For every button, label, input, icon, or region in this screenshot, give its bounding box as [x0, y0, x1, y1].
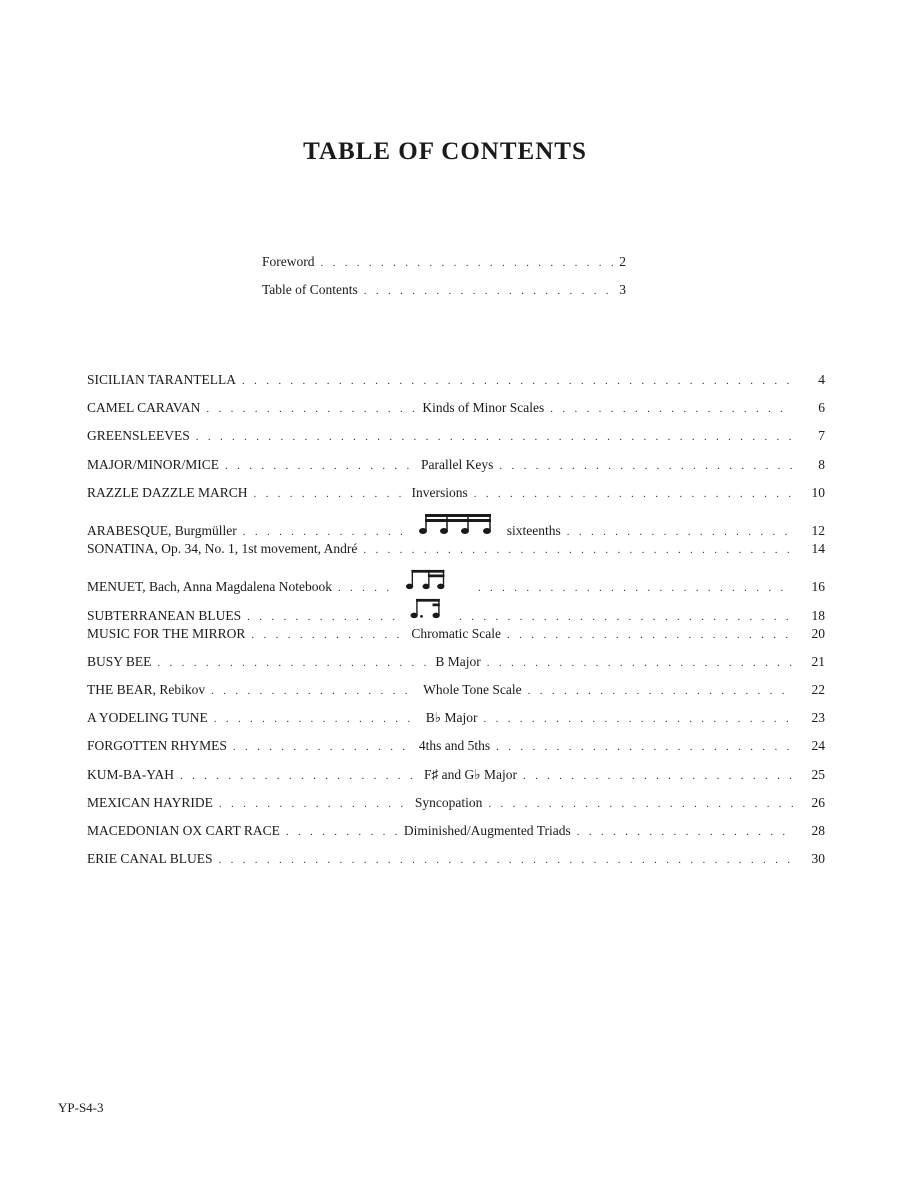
dot-leader — [180, 770, 418, 782]
dot-leader — [550, 403, 793, 415]
toc-entry — [87, 710, 825, 738]
dot-leader — [286, 826, 398, 838]
piece-title: THE BEAR, Rebikov — [87, 682, 206, 698]
dot-leader — [484, 713, 794, 725]
topic: Diminished/Augmented Triads — [403, 823, 571, 838]
dot-leader — [219, 854, 794, 866]
dot-leader — [474, 488, 793, 500]
dot-leader — [363, 544, 793, 556]
dot-leader — [214, 713, 420, 725]
front-matter-item — [262, 254, 626, 282]
dot-leader — [233, 741, 413, 753]
page-number: 23 — [811, 710, 825, 726]
page-number: 10 — [811, 484, 825, 500]
page-number: 4 — [818, 372, 825, 387]
dot-leader — [251, 629, 405, 641]
front-matter-page: 2 — [619, 254, 626, 269]
toc-entry — [87, 767, 825, 795]
page-number: 6 — [818, 400, 825, 416]
dot-leader — [528, 685, 793, 697]
page-number: 21 — [811, 653, 825, 669]
front-matter-label: Table of Contents — [262, 282, 358, 297]
toc-entry — [87, 541, 825, 569]
topic: Parallel Keys — [421, 456, 494, 472]
dot-leader — [157, 657, 429, 669]
toc-entry — [87, 598, 825, 626]
piece-title: BUSY BEE — [87, 653, 152, 669]
topic: 4ths and 5ths — [418, 738, 491, 754]
piece-title: SUBTERRANEAN BLUES — [87, 607, 242, 623]
page-number: 24 — [811, 738, 825, 754]
toc-entry — [87, 485, 825, 513]
piece-title: MEXICAN HAYRIDE — [87, 794, 213, 810]
piece-title: CAMEL CARAVAN — [87, 400, 201, 416]
piece-title: SICILIAN TARANTELLA — [87, 372, 237, 387]
topic: Whole Tone Scale — [423, 682, 522, 698]
dot-leader — [487, 657, 793, 669]
toc-entry — [87, 400, 825, 428]
front-matter-label: Foreword — [262, 254, 315, 269]
piece-title: KUM-BA-YAH — [87, 766, 174, 782]
page-number: 26 — [811, 794, 825, 810]
dot-leader — [567, 526, 793, 538]
topic: B Major — [435, 653, 481, 669]
topic: F♯ and G♭ Major — [424, 766, 517, 782]
toc-list — [87, 372, 825, 879]
dotted-eighth-sixteenth-icon — [409, 598, 445, 620]
dot-leader — [242, 375, 793, 387]
front-matter-list — [262, 254, 626, 310]
page-number: 22 — [811, 682, 825, 698]
page-number: 30 — [811, 851, 825, 867]
piece-title: ERIE CANAL BLUES — [87, 851, 213, 867]
dot-leader — [243, 526, 413, 538]
topic: sixteenths — [506, 522, 561, 538]
topic: B♭ Major — [425, 710, 478, 726]
toc-entry — [87, 654, 825, 682]
publisher-code: YP-S4-3 — [58, 1100, 104, 1115]
dot-leader — [206, 403, 416, 415]
four-beamed-sixteenths-icon — [419, 513, 497, 535]
piece-title: ARABESQUE, Burgmüller — [87, 522, 237, 538]
piece-title: MACEDONIAN OX CART RACE — [87, 823, 280, 838]
toc-entry — [87, 513, 825, 541]
page-number: 25 — [811, 766, 825, 782]
dot-leader — [478, 582, 793, 594]
dot-leader — [219, 798, 409, 810]
dot-leader — [577, 826, 793, 838]
toc-entry — [87, 626, 825, 654]
front-matter-page: 3 — [619, 282, 626, 297]
dot-leader — [499, 460, 793, 472]
dot-leader — [247, 611, 403, 623]
dot-leader — [459, 611, 793, 623]
dot-leader — [338, 582, 398, 594]
dot-leader — [364, 285, 613, 297]
topic: Kinds of Minor Scales — [422, 400, 545, 416]
page-number: 7 — [818, 428, 825, 444]
piece-title: MENUET, Bach, Anna Magdalena Notebook — [87, 579, 332, 595]
toc-entry — [87, 569, 825, 597]
toc-entry — [87, 738, 825, 766]
page-number: 16 — [811, 579, 825, 595]
toc-entry — [87, 372, 825, 400]
page-number: 8 — [818, 456, 825, 472]
piece-title: MUSIC FOR THE MIRROR — [87, 625, 246, 641]
piece-title: SONATINA, Op. 34, No. 1, 1st movement, André — [87, 541, 358, 557]
toc-entry — [87, 682, 825, 710]
page-number: 28 — [811, 823, 825, 838]
dot-leader — [496, 741, 793, 753]
dot-leader — [196, 431, 793, 443]
piece-title: GREENSLEEVES — [87, 428, 190, 444]
page-title: TABLE OF CONTENTS — [303, 138, 587, 165]
toc-entry — [87, 851, 825, 879]
piece-title: A YODELING TUNE — [87, 710, 208, 726]
eighth-two-sixteenths-icon — [404, 569, 450, 591]
toc-entry — [87, 457, 825, 485]
dot-leader — [507, 629, 793, 641]
dot-leader — [211, 685, 417, 697]
dot-leader — [321, 257, 614, 269]
dot-leader — [523, 770, 793, 782]
page-number: 18 — [811, 607, 825, 623]
toc-entry — [87, 428, 825, 456]
toc-entry — [87, 795, 825, 823]
topic: Inversions — [411, 484, 468, 500]
topic: Chromatic Scale — [411, 625, 502, 641]
page-number: 12 — [811, 522, 825, 538]
page-number: 20 — [811, 625, 825, 641]
piece-title: FORGOTTEN RHYMES — [87, 738, 227, 754]
page-number: 14 — [811, 541, 825, 557]
dot-leader — [488, 798, 793, 810]
front-matter-item — [262, 282, 626, 310]
dot-leader — [225, 460, 415, 472]
toc-entry — [87, 823, 825, 851]
dot-leader — [253, 488, 405, 500]
piece-title: RAZZLE DAZZLE MARCH — [87, 484, 248, 500]
topic: Syncopation — [414, 794, 483, 810]
piece-title: MAJOR/MINOR/MICE — [87, 456, 220, 472]
